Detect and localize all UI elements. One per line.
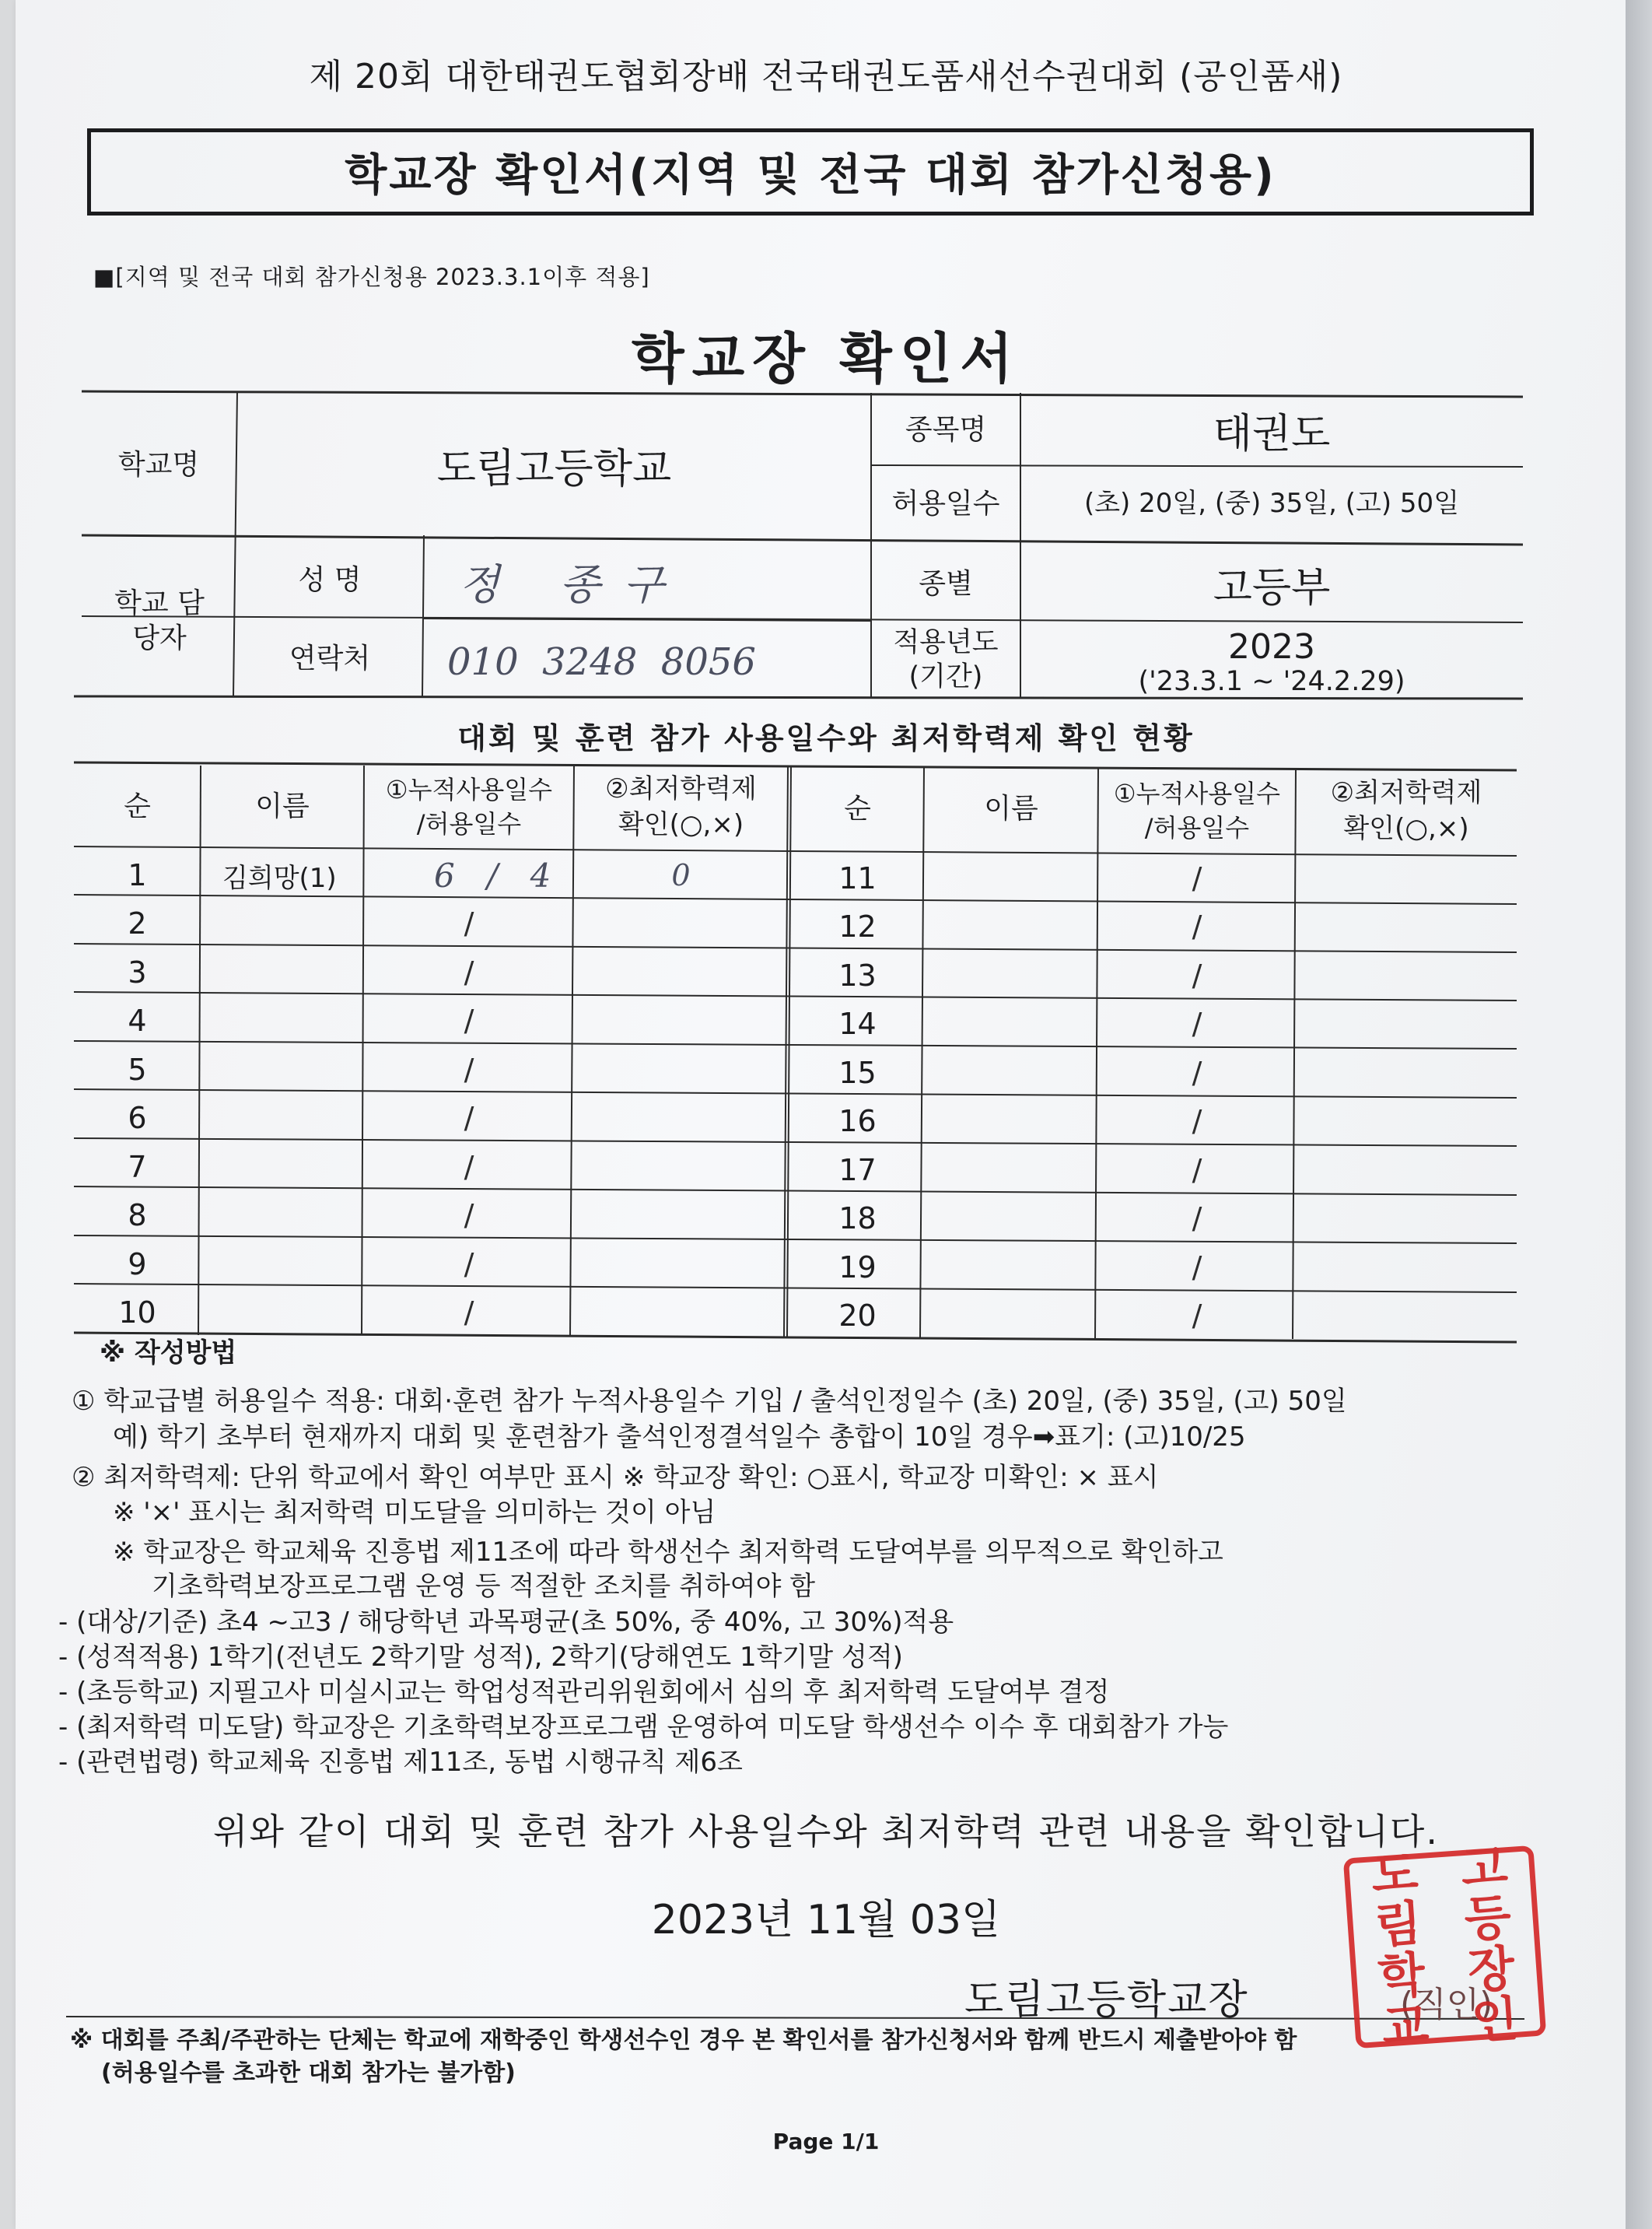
row-check: 0 bbox=[671, 858, 691, 892]
allowed-days-value: (초) 20일, (중) 35일, (고) 50일 bbox=[1083, 488, 1460, 520]
row-days: / bbox=[464, 955, 474, 990]
row-days: / bbox=[464, 1198, 474, 1232]
footnote-line: ※ 대회를 주최/주관하는 단체는 학교에 재학중인 학생선수인 경우 본 확인서를 참가신청서와 함께 반드시 제출받아야 함 bbox=[70, 2027, 1297, 2054]
name-value: 정 종구 bbox=[459, 560, 688, 609]
applicability-note: ■[지역 및 전국 대회 참가신청용 2023.3.1이후 적용] bbox=[93, 264, 650, 290]
row-days: / bbox=[464, 906, 474, 941]
footnote-line: (허용일수를 초과한 대회 참가는 불가함) bbox=[101, 2059, 516, 2087]
confirmation-statement: 위와 같이 대회 및 훈련 참가 사용일수와 최저학력 관련 내용을 확인합니다. bbox=[213, 1810, 1439, 1852]
row-no: 5 bbox=[128, 1053, 147, 1087]
row-no: 18 bbox=[838, 1201, 877, 1235]
row-no: 7 bbox=[128, 1150, 147, 1184]
row-days: / bbox=[1192, 1298, 1202, 1333]
year-label: 적용년도 (기간) bbox=[893, 627, 999, 692]
header-days-right: ①누적사용일수 /허용일수 bbox=[1113, 779, 1281, 843]
row-no: 4 bbox=[128, 1004, 147, 1038]
phone-value: 010 3248 8056 bbox=[447, 640, 756, 684]
instruction-line: ※ '×' 표시는 최저학력 미도달을 의미하는 것이 아님 bbox=[113, 1497, 716, 1528]
division-value: 고등부 bbox=[1213, 564, 1331, 612]
document-title: 학교장 확인서 bbox=[631, 327, 1021, 391]
form-title: 학교장 확인서(지역 및 전국 대회 참가신청용) bbox=[345, 150, 1276, 201]
row-days: / bbox=[1192, 1007, 1202, 1041]
row-no: 16 bbox=[838, 1104, 877, 1138]
row-no: 3 bbox=[128, 955, 147, 990]
header-acad-right: ②최저학력제 확인(○,×) bbox=[1330, 776, 1482, 844]
instruction-line: 기초학력보장프로그램 운영 등 적절한 조치를 취하여야 함 bbox=[152, 1571, 816, 1602]
row-days: / bbox=[464, 1247, 474, 1281]
row-days: / bbox=[1192, 1201, 1202, 1235]
row-days: / bbox=[1192, 1056, 1202, 1090]
instructions-heading: ※ 작성방법 bbox=[100, 1337, 237, 1369]
row-days: / bbox=[1192, 1104, 1202, 1138]
issue-date: 2023년 11월 03일 bbox=[651, 1897, 1001, 1943]
row-no: 19 bbox=[838, 1250, 877, 1284]
instruction-line: ※ 학교장은 학교체육 진흥법 제11조에 따라 학생선수 최저학력 도달여부를 의무적으로 확인하고 bbox=[113, 1537, 1223, 1568]
period-value: ('23.3.1 ~ '24.2.29) bbox=[1138, 666, 1405, 697]
row-no: 2 bbox=[128, 906, 147, 941]
row-days: / bbox=[1192, 861, 1202, 895]
row-days: / bbox=[1192, 1250, 1202, 1284]
instruction-line: 예) 학기 초부터 현재까지 대회 및 훈련참가 출석인정결석일수 총합이 10일 경우➡표기: (고)10/25 bbox=[113, 1421, 1246, 1453]
row-no: 9 bbox=[128, 1247, 147, 1281]
row-days: / bbox=[464, 1004, 474, 1038]
row-days: / bbox=[464, 1053, 474, 1087]
instruction-line: - (최저학력 미도달) 학교장은 기초학력보장프로그램 운영하여 미도달 학생선수 이수 후 대회참가 가능 bbox=[58, 1712, 1229, 1743]
row-days: / bbox=[464, 1150, 474, 1184]
year-value: 2023 bbox=[1228, 627, 1315, 667]
row-days: 6 / 4 bbox=[434, 856, 562, 895]
instruction-line: ① 학교급별 허용일수 적용: 대회·훈련 참가 누적사용일수 기입 / 출석인정일수 (초) 20일, (중) 35일, (고) 50일 bbox=[72, 1386, 1347, 1417]
instruction-line: - (성적적용) 1학기(전년도 2학기말 성적), 2학기(당해연도 1학기말 성적) bbox=[58, 1642, 903, 1673]
row-days: / bbox=[464, 1101, 474, 1135]
header-days-left: ①누적사용일수 /허용일수 bbox=[385, 775, 553, 839]
contact-person-label: 학교 담당자 bbox=[114, 587, 205, 654]
row-no: 6 bbox=[128, 1101, 147, 1135]
header-no-right: 순 bbox=[844, 793, 871, 825]
instruction-line: - (관련법령) 학교체육 진흥법 제11조, 동법 시행규칙 제6조 bbox=[58, 1747, 743, 1778]
header-no-left: 순 bbox=[124, 790, 151, 823]
row-no: 11 bbox=[838, 861, 877, 895]
row-days: / bbox=[1192, 909, 1202, 944]
seal-label: (직인) bbox=[1400, 1985, 1493, 2024]
school-label: 학교명 bbox=[117, 449, 200, 481]
header-name-left: 이름 bbox=[255, 790, 310, 823]
header-acad-left: ②최저학력제 확인(○,×) bbox=[605, 773, 757, 840]
sport-label: 종목명 bbox=[905, 414, 987, 446]
row-name: 김희망(1) bbox=[222, 862, 337, 894]
row-no: 8 bbox=[128, 1198, 147, 1232]
row-days: / bbox=[464, 1295, 474, 1330]
allowed-days-label: 허용일수 bbox=[891, 488, 1000, 520]
row-days: / bbox=[1192, 959, 1202, 993]
instruction-line: - (대상/기준) 초4 ~고3 / 해당학년 과목평균(초 50%, 중 40%, 고 30%)적용 bbox=[58, 1607, 954, 1638]
school-name: 도림고등학교 bbox=[436, 446, 672, 492]
row-no: 12 bbox=[838, 909, 877, 944]
row-no: 13 bbox=[838, 959, 877, 993]
row-no: 17 bbox=[838, 1153, 877, 1187]
official-seal-stamp: 도림 고등 학교 장인 bbox=[1343, 1845, 1546, 2049]
division-label: 종별 bbox=[919, 567, 973, 600]
instruction-line: - (초등학교) 지필고사 미실시교는 학업성적관리위원회에서 심의 후 최저학력 도달여부 결정 bbox=[58, 1677, 1110, 1708]
name-label: 성 명 bbox=[298, 563, 362, 596]
row-days: / bbox=[1192, 1153, 1202, 1187]
header-name-right: 이름 bbox=[984, 793, 1038, 825]
sport-value: 태권도 bbox=[1213, 411, 1331, 457]
footnote bbox=[70, 2024, 1587, 2090]
row-no: 15 bbox=[838, 1056, 877, 1090]
phone-label: 연락처 bbox=[289, 643, 371, 675]
row-no: 1 bbox=[128, 858, 147, 892]
page-number: Page 1/1 bbox=[772, 2129, 880, 2154]
row-no: 14 bbox=[838, 1007, 877, 1041]
table-title: 대회 및 훈련 참가 사용일수와 최저학력제 확인 현황 bbox=[457, 721, 1195, 755]
instruction-line: ② 최저학력제: 단위 학교에서 확인 여부만 표시 ※ 학교장 확인: ○표시, 학교장 미확인: × 표시 bbox=[72, 1462, 1159, 1493]
competition-title: 제 20회 대한태권도협회장배 전국태권도품새선수권대회 (공인품새) bbox=[309, 57, 1343, 96]
row-no: 20 bbox=[838, 1298, 877, 1333]
row-no: 10 bbox=[118, 1295, 156, 1330]
principal-signature: 도림고등학교장 bbox=[964, 1977, 1249, 2024]
